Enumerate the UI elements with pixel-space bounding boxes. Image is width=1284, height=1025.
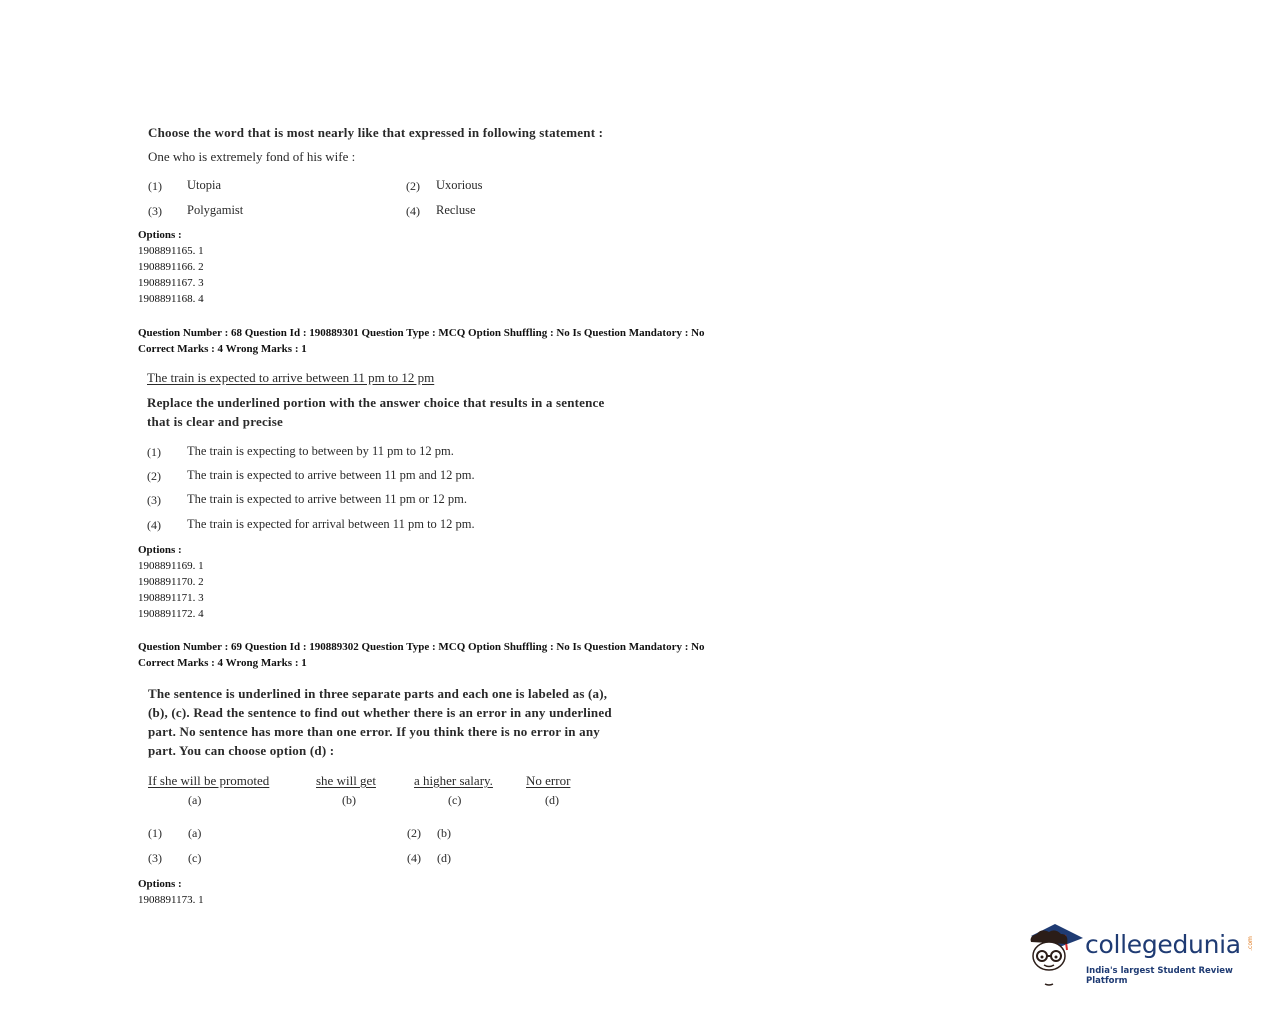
options-label: Options : <box>138 229 182 241</box>
choice-number: (4) <box>147 518 161 532</box>
choice-text: Polygamist <box>187 203 244 217</box>
choice-text: (a) <box>188 826 202 840</box>
paragraph-line: (b), (c). Read the sentence to find out whether there is an error in any underlined <box>148 705 612 720</box>
logo-tagline: India's largest Student Review Platform <box>1086 966 1233 986</box>
sentence-part-c: a higher salary. <box>414 773 493 788</box>
collegedunia-logo <box>1025 920 1255 990</box>
option-id: 1908891165. 1 <box>138 245 204 257</box>
choice-text: The train is expected for arrival between 11 pm to 12 pm. <box>187 517 475 531</box>
options-label: Options : <box>138 544 182 556</box>
choice-number: (4) <box>407 851 421 865</box>
logo-suffix: .com <box>1246 936 1254 951</box>
question-meta: Question Number : 68 Question Id : 190889301 Question Type : MCQ Option Shuffling : No Is Question Mandatory : No <box>138 327 705 339</box>
part-label-c: (c) <box>448 793 462 807</box>
choice-number: (1) <box>148 179 162 193</box>
choice-text: The train is expecting to between by 11 pm to 12 pm. <box>187 444 454 458</box>
option-id: 1908891173. 1 <box>138 894 204 906</box>
logo-wordmark: collegedunia <box>1085 930 1241 959</box>
choice-number: (1) <box>147 445 161 459</box>
question-instruction: Replace the underlined portion with the answer choice that results in a sentence <box>147 395 605 410</box>
options-list <box>138 542 204 622</box>
underlined-sentence: The train is expected to arrive between 11 pm to 12 pm <box>147 370 435 385</box>
choice-number: (2) <box>407 826 421 840</box>
choice-text: (d) <box>437 851 451 865</box>
part-label-b: (b) <box>342 793 356 807</box>
sentence-part-a: If she will be promoted <box>148 773 270 788</box>
option-id: 1908891172. 4 <box>138 608 204 620</box>
part-label-d: (d) <box>545 793 559 807</box>
choice-text: The train is expected to arrive between 11 pm or 12 pm. <box>187 492 467 506</box>
mascot-icon <box>1025 920 1087 990</box>
choice-number: (1) <box>148 826 162 840</box>
choice-text: Recluse <box>436 203 476 217</box>
choice-number: (2) <box>406 179 420 193</box>
options-list <box>138 227 204 307</box>
sentence-part-d: No error <box>526 773 571 788</box>
option-id: 1908891167. 3 <box>138 277 204 289</box>
paragraph-line: The sentence is underlined in three separate parts and each one is labeled as (a), <box>148 686 608 701</box>
part-label-a: (a) <box>188 793 202 807</box>
question-statement: One who is extremely fond of his wife : <box>148 149 356 164</box>
choice-number: (3) <box>147 493 161 507</box>
paragraph-line: part. You can choose option (d) : <box>148 743 335 758</box>
question-instruction: that is clear and precise <box>147 414 283 429</box>
question-meta: Question Number : 69 Question Id : 190889302 Question Type : MCQ Option Shuffling : No Is Question Mandatory : No <box>138 641 705 653</box>
choice-text: The train is expected to arrive between 11 pm and 12 pm. <box>187 468 475 482</box>
choice-number: (2) <box>147 469 161 483</box>
question-marks: Correct Marks : 4 Wrong Marks : 1 <box>138 343 307 355</box>
sentence-part-b: she will get <box>316 773 376 788</box>
option-id: 1908891168. 4 <box>138 293 204 305</box>
choice-text: Utopia <box>187 178 222 192</box>
question-instruction: Choose the word that is most nearly like that expressed in following statement : <box>148 125 604 140</box>
option-id: 1908891169. 1 <box>138 560 204 572</box>
choice-text: (b) <box>437 826 451 840</box>
option-id: 1908891171. 3 <box>138 592 204 604</box>
option-id: 1908891170. 2 <box>138 576 204 588</box>
choice-text: (c) <box>188 851 202 865</box>
choice-number: (3) <box>148 851 162 865</box>
options-label: Options : <box>138 878 182 890</box>
option-id: 1908891166. 2 <box>138 261 204 273</box>
choice-text: Uxorious <box>436 178 483 192</box>
options-list <box>138 876 204 908</box>
question-marks: Correct Marks : 4 Wrong Marks : 1 <box>138 657 307 669</box>
choice-number: (3) <box>148 204 162 218</box>
paragraph-line: part. No sentence has more than one error. If you think there is no error in any <box>148 724 600 739</box>
choice-number: (4) <box>406 204 420 218</box>
